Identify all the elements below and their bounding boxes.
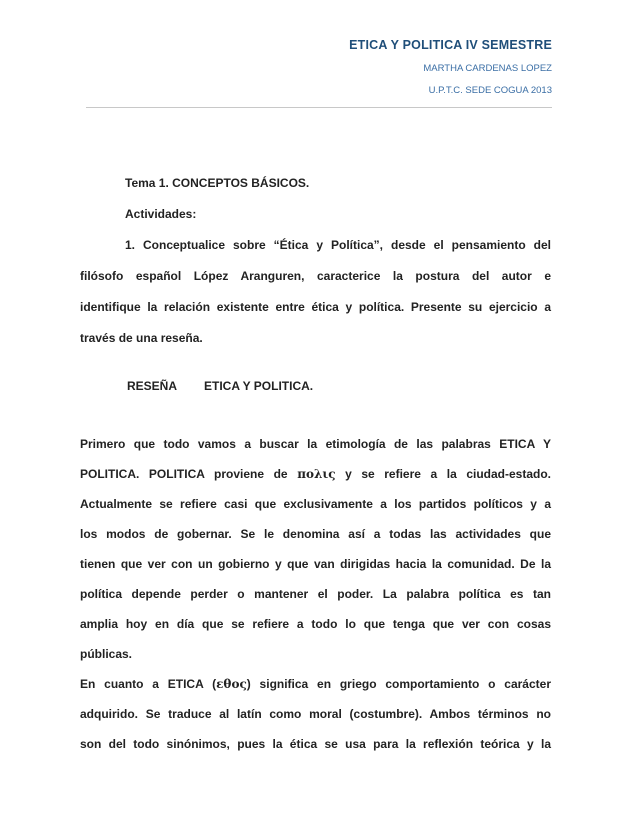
activity-line-3: identifique la relación existente entre ética y política. Presente su ejercicio a [80, 300, 551, 314]
review-subject: ETICA Y POLITICA. [204, 379, 314, 393]
paragraph2-line-1 [80, 677, 551, 691]
paragraph1-line-1: Primero que todo vamos a buscar la etimología de las palabras ETICA Y [80, 437, 551, 451]
topic-heading: Tema 1. CONCEPTOS BÁSICOS. [125, 176, 310, 190]
paragraph1-line-2 [80, 467, 551, 481]
activity-line-1: 1. Conceptualice sobre “Ética y Política”, desde el pensamiento del [125, 238, 551, 252]
activities-label: Actividades: [125, 207, 197, 221]
activity-line-2: filósofo español López Aranguren, caracterice la postura del autor e [80, 269, 551, 283]
greek-ethos: εθος [216, 677, 247, 691]
paragraph1-line-2-start: POLITICA. POLITICA proviene de [80, 467, 298, 481]
paragraph1-line-7: amplia hoy en día que se refiere a todo lo que tenga que ver con cosas [80, 617, 551, 631]
header-author: MARTHA CARDENAS LOPEZ [423, 63, 552, 74]
review-label: RESEÑA [127, 379, 178, 393]
paragraph1-line-2-end: y se refiere a la ciudad-estado. [335, 467, 551, 481]
activity-line-4: través de una reseña. [80, 331, 203, 345]
header-title: ETICA Y POLITICA IV SEMESTRE [349, 38, 552, 52]
paragraph1-line-6: política depende perder o mantener el poder. La palabra política es tan [80, 587, 551, 601]
header-institution: U.P.T.C. SEDE COGUA 2013 [428, 85, 552, 96]
paragraph1-line-3: Actualmente se refiere casi que exclusivamente a los partidos políticos y a [80, 497, 551, 511]
paragraph2-line-1-end: ) significa en griego comportamiento o carácter [246, 677, 551, 691]
paragraph2-line-3: son del todo sinónimos, pues la ética se usa para la reflexión teórica y la [80, 737, 551, 751]
paragraph2-line-1-start: En cuanto a ETICA ( [80, 677, 217, 691]
paragraph1-line-5: tienen que ver con un gobierno y que van dirigidas hacia la comunidad. De la [80, 557, 551, 571]
header-divider [86, 107, 552, 108]
greek-polis: πολις [297, 467, 336, 481]
paragraph1-line-4: los modos de gobernar. Se le denomina así a todas las actividades que [80, 527, 551, 541]
paragraph2-line-2: adquirido. Se traduce al latín como moral (costumbre). Ambos términos no [80, 707, 551, 721]
paragraph1-line-8: públicas. [80, 647, 133, 661]
page-header [349, 38, 552, 97]
